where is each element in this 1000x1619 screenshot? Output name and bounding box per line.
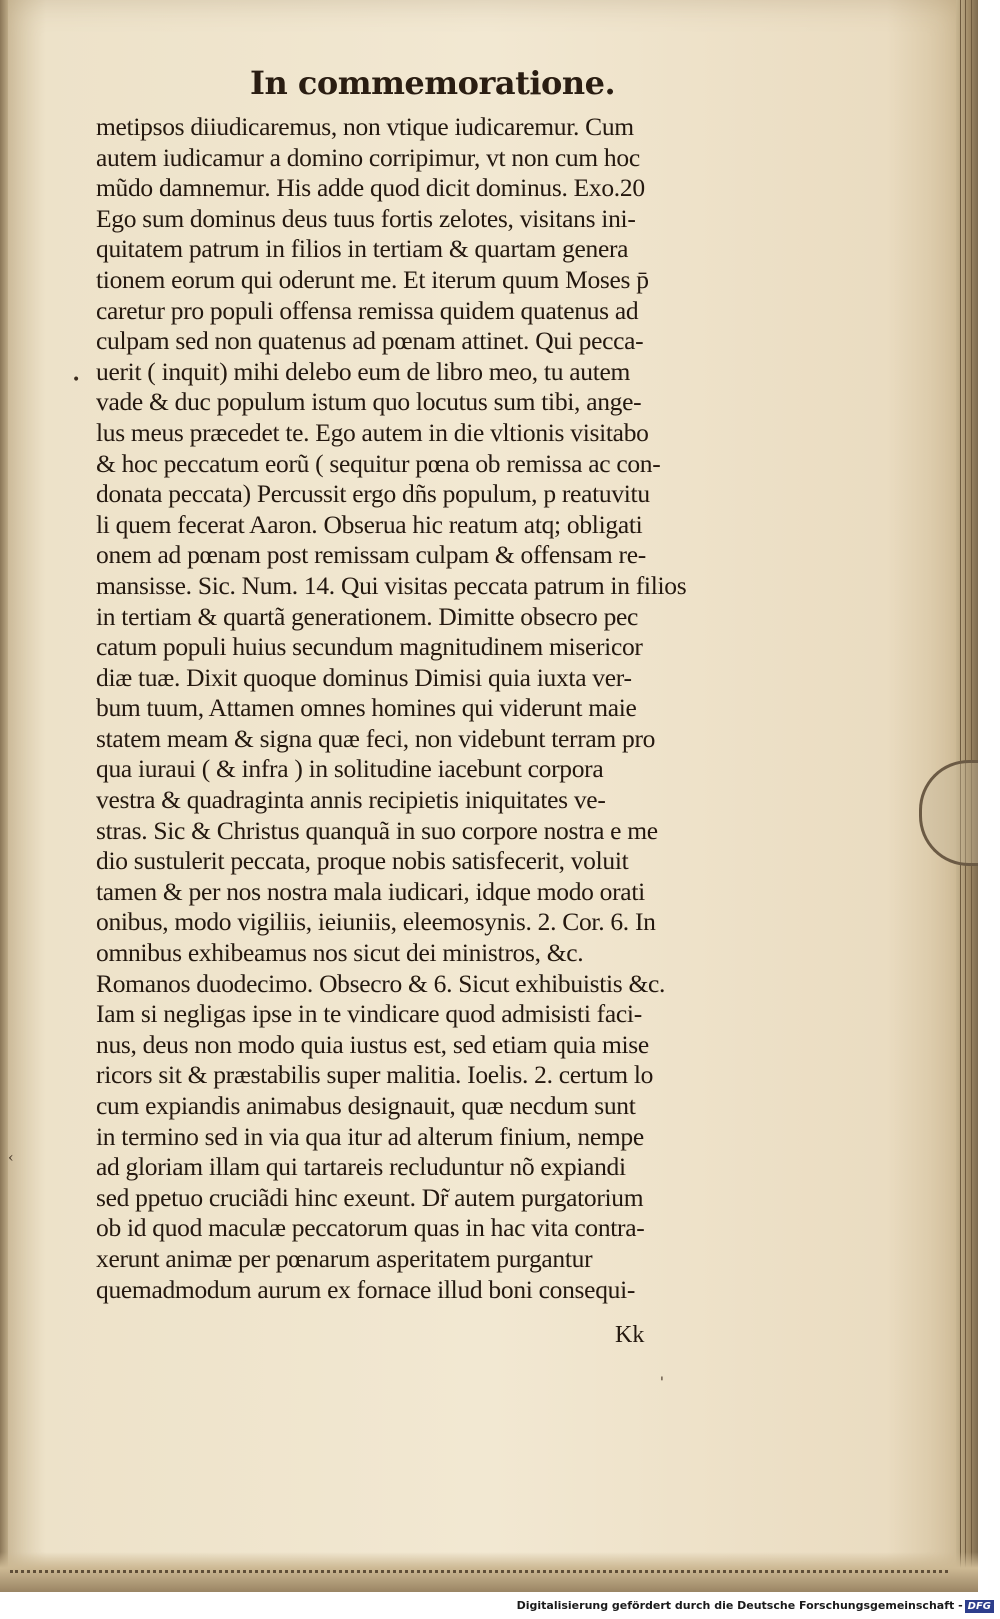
text-line: ad gloriam illam qui tartareis recluduntur nõ expiandi xyxy=(96,1152,626,1182)
text-line: culpam sed non quatenus ad pœnam attinet. Qui pecca- xyxy=(96,326,644,356)
text-line: vade & duc populum istum quo locutus sum tibi, ange- xyxy=(96,387,642,417)
signature-mark: Kk xyxy=(615,1322,645,1348)
text-line: ricors sit & præstabilis super malitia. Ioelis. 2. certum lo xyxy=(96,1060,654,1090)
text-line: cum expiandis animabus designauit, quæ necdum sunt xyxy=(96,1091,636,1120)
text-line: in tertiam & quartã generationem. Dimitte obsecro pec xyxy=(96,601,639,631)
text-line: omnibus exhibeamus nos sicut dei ministros, &c. xyxy=(96,938,584,968)
text-line: li quem fecerat Aaron. Obserua hic reatum atq; obligati xyxy=(96,509,643,539)
text-line: uerit ( inquit) mihi delebo eum de libro meo, tu autem xyxy=(96,356,631,386)
margin-dot: • xyxy=(72,372,81,388)
text-line: tionem eorum qui oderunt me. Et iterum quum Moses p̄ xyxy=(96,264,649,294)
text-line: onem ad pœnam post remissam culpam & offensam re- xyxy=(96,540,646,570)
text-line: in termino sed in via qua itur ad alterum finium, nempe xyxy=(96,1121,644,1151)
stray-mark: ' xyxy=(660,1375,664,1391)
text-line: stras. Sic & Christus quanquã in suo corpore nostra e me xyxy=(96,815,658,845)
digitization-credit xyxy=(517,1599,994,1613)
body-text xyxy=(96,112,796,1305)
page-bottom-edge xyxy=(0,1552,978,1592)
text-line: autem iudicamur a domino corripimur, vt non cum hoc xyxy=(96,142,640,172)
text-line: lus meus præcedet te. Ego autem in die vltionis visitabo xyxy=(96,417,649,447)
credit-text: Digitalisierung gefördert durch die Deutsche Forschungsgemeinschaft - xyxy=(516,1599,963,1612)
text-line: vestra & quadraginta annis recipietis iniquitates ve- xyxy=(96,785,606,815)
text-line: mũdo damnemur. His adde quod dicit dominus. Exo.20 xyxy=(96,173,645,203)
text-line: qua iuraui ( & infra ) in solitudine iacebunt corpora xyxy=(96,754,604,784)
text-line: caretur pro populi offensa remissa quidem quatenus ad xyxy=(96,295,639,325)
text-line: metipsos diiudicaremus, non vtique iudicaremur. Cum xyxy=(96,112,634,141)
text-line: diæ tuæ. Dixit quoque dominus Dimisi quia iuxta ver- xyxy=(96,662,632,692)
text-line: tamen & per nos nostra mala iudicari, idque modo orati xyxy=(96,876,645,906)
text-line: bum tuum, Attamen omnes homines qui viderunt maie xyxy=(96,693,637,723)
running-head: In commemoratione. xyxy=(250,64,616,102)
text-line: donata peccata) Percussit ergo dñs populum, p reatuvitu xyxy=(96,479,650,509)
text-line: quemadmodum aurum ex fornace illud boni consequi- xyxy=(96,1274,636,1304)
text-line: Romanos duodecimo. Obsecro & 6. Sicut exhibuistis &c. xyxy=(96,968,666,998)
text-line: ob id quod maculæ peccatorum quas in hac vita contra- xyxy=(96,1213,645,1243)
text-line: Ego sum dominus deus tuus fortis zelotes, visitans ini- xyxy=(96,203,636,233)
text-line: catum populi huius secundum magnitudinem misericor xyxy=(96,632,643,662)
dfg-logo: DFG xyxy=(965,1600,994,1613)
text-line: & hoc peccatum eorũ ( sequitur pœna ob remissa ac con- xyxy=(96,448,661,478)
text-line: statem meam & signa quæ feci, non videbunt terram pro xyxy=(96,723,656,753)
margin-tick: ‹ xyxy=(8,1150,14,1166)
text-line: onibus, modo vigiliis, ieiuniis, eleemosynis. 2. Cor. 6. In xyxy=(96,907,656,937)
text-line: sed ppetuo cruciãdi hinc exeunt. Dr̃ autem purgatorium xyxy=(96,1182,644,1212)
text-line: nus, deus non modo quia iustus est, sed etiam quia mise xyxy=(96,1029,649,1059)
text-line: quitatem patrum in filios in tertiam & quartam genera xyxy=(96,234,629,264)
text-line: Iam si negligas ipse in te vindicare quod admisisti faci- xyxy=(96,999,642,1029)
text-line: dio sustulerit peccata, proque nobis satisfecerit, voluit xyxy=(96,846,629,876)
text-line: xerunt animæ per pœnarum asperitatem purgantur xyxy=(96,1243,593,1273)
text-line: mansisse. Sic. Num. 14. Qui visitas peccata patrum in filios xyxy=(96,570,687,600)
